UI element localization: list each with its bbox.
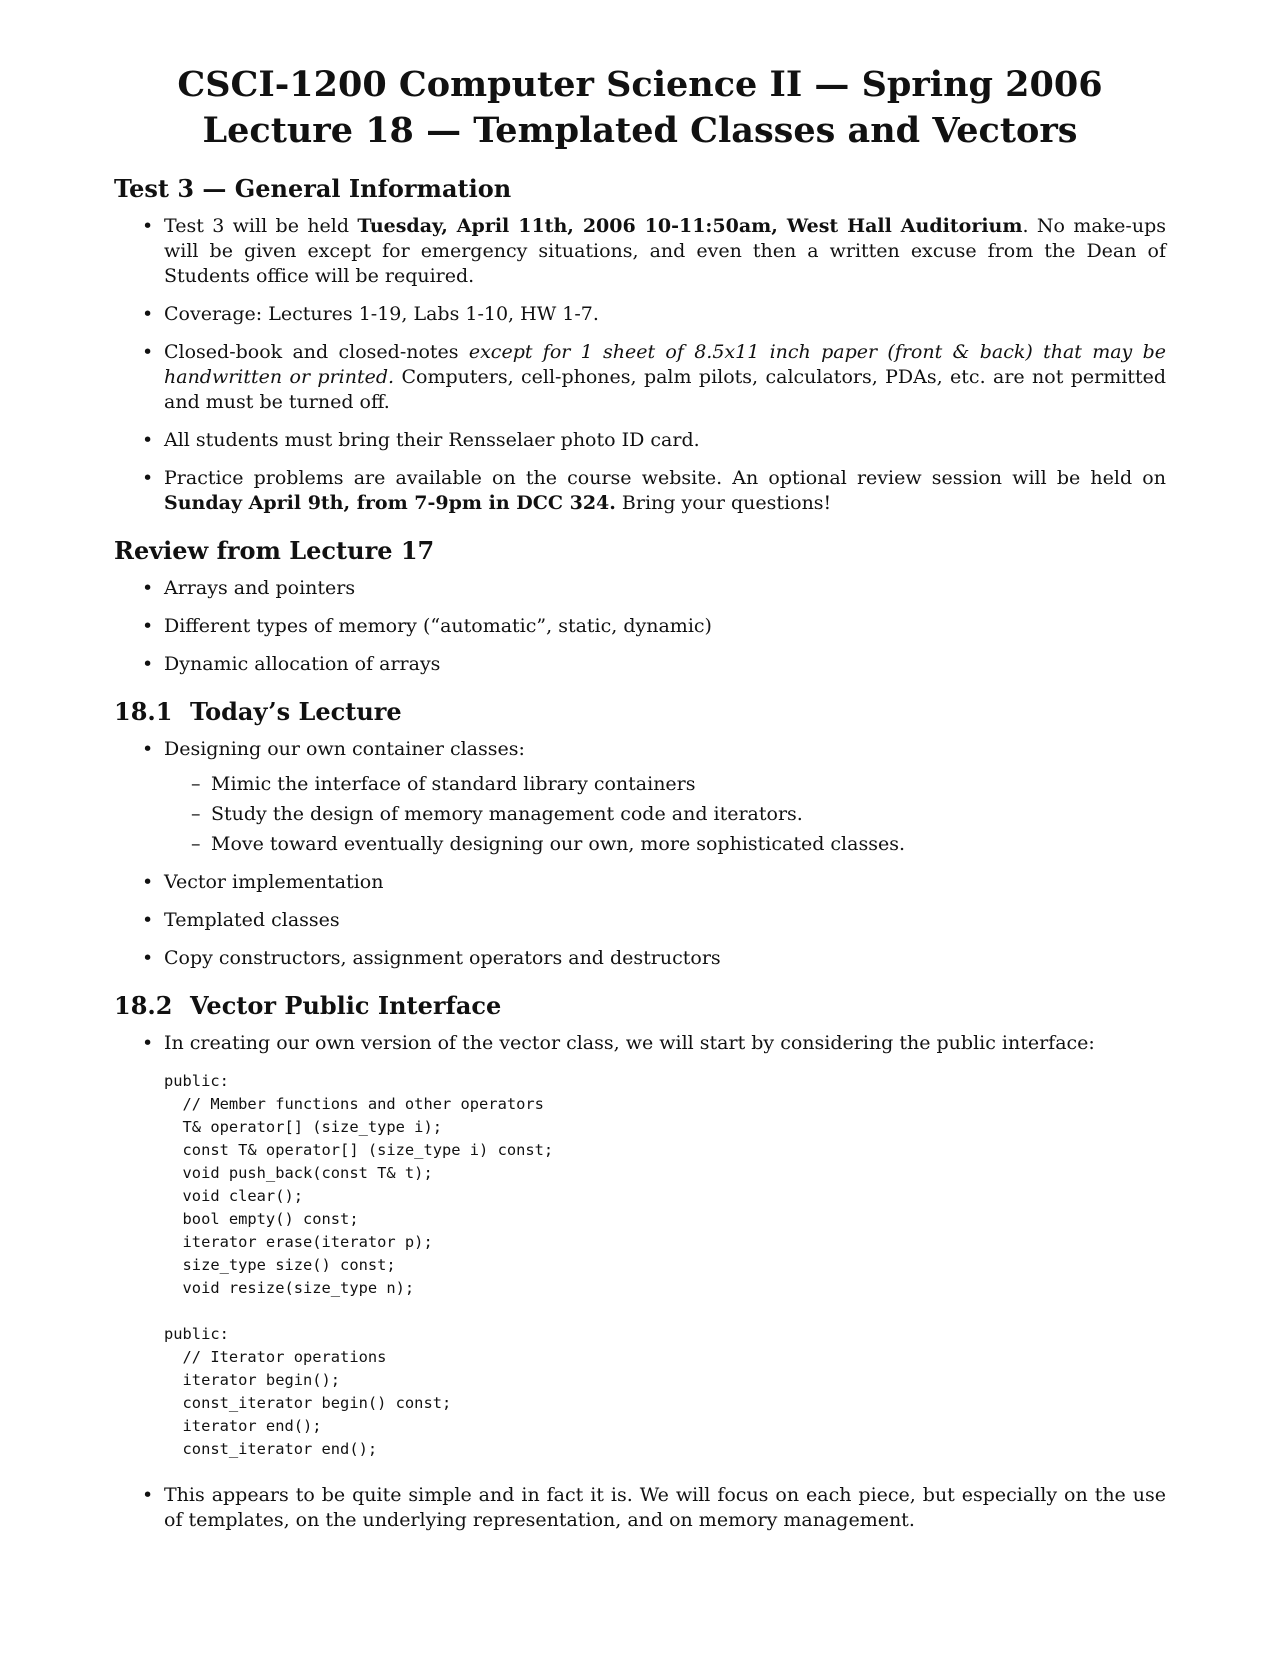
section-test3 (114, 174, 1166, 516)
title-line-course: CSCI-1200 Computer Science II — Spring 2006 (177, 64, 1103, 105)
code-block-iterators: public: // Iterator operations iterator begin(); const_iterator begin() const; iterator end(); const_iterator end(); (164, 1325, 452, 1458)
code-block-member-functions: public: // Member functions and other operators T& operator[] (size_type i); const T& operator[] (size_type i) const; void push_back(const T& t); void clear(); bool empty() const; iterator erase(iterator p); size_type size() const; void resize(size_type n); (164, 1072, 554, 1297)
section-heading-18-2: 18.2 Vector Public Interface (114, 991, 502, 1020)
test3-bullet-list (114, 214, 1166, 516)
list-item: • This appears to be quite simple and in fact it is. We will focus on each piece, but especially on the use of templates, on the underlying representation, and on memory management. (114, 1483, 1166, 1533)
list-item: • Test 3 will be held Tuesday, April 11th, 2006 10-11:50am, West Hall Auditorium. No make-ups will be given except for emergency situations, and even then a written excuse from the Dean of Students office will be required. (114, 214, 1166, 289)
sub-list (164, 772, 1166, 857)
review-bullet-list (114, 576, 1166, 677)
allowed-notes-text: except for 1 sheet of 8.5x11 inch paper (front & back) that may be handwritten or printed. (164, 341, 1166, 388)
section-18-2 (114, 991, 1166, 1533)
list-item: • In creating our own version of the vector class, we will start by considering the public interface: (114, 1031, 1166, 1056)
list-item: • Designing our own container classes: – Mimic the interface of standard library containers – Study the design of memory management code and iterators. – Move toward eventually designing our own, more sophisticated classes. (114, 737, 1166, 857)
sub-list-item: – Mimic the interface of standard library containers (164, 772, 1166, 797)
list-item: • Practice problems are available on the course website. An optional review session will be held on Sunday April 9th, from 7-9pm in DCC 324. Bring your questions! (114, 466, 1166, 516)
list-item: • Arrays and pointers (114, 576, 1166, 601)
list-item: • Copy constructors, assignment operators and destructors (114, 946, 1166, 971)
section-18-1 (114, 697, 1166, 971)
section-number: 18.2 (114, 991, 173, 1020)
list-item: • Different types of memory (“automatic”, static, dynamic) (114, 614, 1166, 639)
sub-list-item: – Move toward eventually designing our own, more sophisticated classes. (164, 832, 1166, 857)
section-heading-18-1: 18.1 Today’s Lecture (114, 697, 402, 726)
section-review (114, 536, 1166, 677)
test-date-location: Tuesday, April 11th, 2006 10-11:50am, West Hall Auditorium (357, 215, 1023, 237)
section-heading-test3: Test 3 — General Information (114, 174, 512, 203)
title-line-lecture: Lecture 18 — Templated Classes and Vectors (202, 110, 1078, 151)
vector-closing-list (114, 1483, 1166, 1533)
lecture-notes-page (114, 62, 1166, 1553)
list-item: • Coverage: Lectures 1-19, Labs 1-10, HW 1-7. (114, 302, 1166, 327)
document-title (114, 62, 1166, 154)
list-item: • Dynamic allocation of arrays (114, 652, 1166, 677)
sub-list-item: – Study the design of memory management code and iterators. (164, 802, 1166, 827)
list-item: • All students must bring their Rensselaer photo ID card. (114, 428, 1166, 453)
review-session-info: Sunday April 9th, from 7-9pm in DCC 324. (164, 492, 616, 514)
today-bullet-list (114, 737, 1166, 971)
list-item: • Templated classes (114, 908, 1166, 933)
list-item: • Closed-book and closed-notes except for 1 sheet of 8.5x11 inch paper (front & back) that may be handwritten or printed. Computers, cell-phones, palm pilots, calculators, PDAs, etc. are not permitted and must be turned off. (114, 340, 1166, 415)
section-heading-review: Review from Lecture 17 (114, 536, 435, 565)
section-number: 18.1 (114, 697, 173, 726)
list-item: • Vector implementation (114, 870, 1166, 895)
vector-bullet-list (114, 1031, 1166, 1056)
